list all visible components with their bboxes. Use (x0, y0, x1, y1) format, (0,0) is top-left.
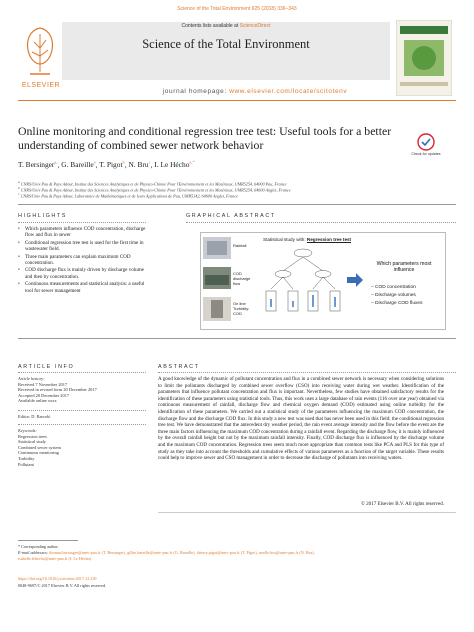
turbidity-photo (203, 297, 231, 321)
abstract-text: A good knowledge of the dynamic of pollutant concentration and flux in a combined sewer network is necessary when considering solutions to limit the pollutants discharged by combined sewer overflow (CSO) into receiving water during wet weather. Identification of the parameters that influence pollutant concentration and flux is important. Nevertheless, few studies have obtained satisfactory results for the identification of these parameters using statistical tools. Thus, this work uses a large database of rain events (116 over one year) obtained via continuous measurement of rainfall, discharge flow and chemical oxygen demand (COD) estimated using online turbidity for the identification of these parameters. We carried out a statistical study of the parameters influencing the maximum COD concentration, the discharge flow and the discharge COD flux. In this study a new test was used that has never been used in this field: the conditional regression tree test. We have demonstrated that the antecedent dry weather period, the rain event average intensity and the flow before the event are the three main factors influencing the maximum COD concentration during a rainfall event. Regarding the discharge flow, it is mainly influenced by the overall rainfall height but not by the maximum rainfall intensity. Finally, COD discharge flux is influenced by the discharge volume and the maximum COD concentration. Regression trees seem much more appropriate than common tests like PCA and PLS for this type of study as they take into account the thresholds and cumulative effects of various parameters as a function of the target variable. These results could help to improve sewer and CSO management in order to decrease the discharge of pollutants into receiving waters. (158, 376, 444, 462)
corresponding-author-note: * Corresponding author. (18, 544, 59, 549)
ga-bullet: – Discharge COD fluxes (371, 301, 423, 306)
homepage-line (120, 88, 390, 95)
ga-label-turbidity: On line Turbidity: COD (233, 301, 250, 316)
author[interactable]: G. Bareille$^a$ (61, 160, 96, 170)
section-rule (18, 338, 456, 339)
publisher-name: ELSEVIER (21, 82, 61, 89)
email-addresses: E-mail addresses: thomas.bersinger@univ-pau.fr (T. Bersinger), gilles.bareille@univ-pau.fr (G. Bareille), thierry.pigot@univ-pau.fr (T. Pigot), noelle.bru@univ-pau.fr (N. Bru), isabelle.lehecho@univ-pau.fr (I. Le Hécho). (18, 550, 315, 561)
graphical-abstract-rule (186, 222, 456, 223)
graphical-abstract-figure (200, 232, 446, 330)
affiliation: $^a$ CNRS/Univ Pau & Pays Adour, Institut des Sciences Analytiques et de Physico-Chimie Pour l'Environnement et les Matériaux, UMR5254, 64000 Pau, France (18, 180, 287, 187)
arrow-right-icon (347, 273, 363, 287)
article-info-rule (18, 410, 146, 411)
ga-question: Which parameters most influence (376, 261, 432, 274)
article-title: Online monitoring and conditional regression tree test: Useful tools for a better understanding of combined sewer network behavior (18, 124, 392, 152)
author[interactable]: I. Le Hécho$^{a,*}$ (154, 160, 195, 170)
highlights-heading: HIGHLIGHTS (18, 213, 67, 219)
highlights-list (18, 226, 146, 295)
editor-line: Editor: D. Barceló (18, 414, 51, 419)
regression-tree-diagram (261, 245, 345, 321)
highlights-rule (18, 222, 146, 223)
keywords-block: Keywords: Regression trees Statistical study Combined sewer system Continuous monitoring Turbidity Pollutant (18, 428, 61, 467)
article-info-heading: ARTICLE INFO (18, 364, 75, 370)
highlight-item: • Continuous measurements and statistical analysis: a useful tool for sewer management (18, 281, 146, 294)
ga-label-discharge: COD discharge flow (233, 271, 251, 286)
journal-title: Science of the Total Environment (142, 37, 310, 51)
elsevier-tree-logo (20, 20, 60, 80)
article-info-rule (18, 424, 146, 425)
contents-line (62, 23, 390, 29)
ga-study-line: Statistical study with: Regression tree test (263, 237, 352, 242)
doi-link[interactable]: https://doi.org/10.1016/j.scitotenv.2017.12.239 (18, 576, 97, 581)
abstract-heading: ABSTRACT (158, 364, 200, 370)
journal-cover-image (396, 20, 452, 96)
rainfall-photo (203, 237, 231, 259)
ga-label-rainfall: Rainfall (233, 243, 247, 248)
affiliation: $^c$ CNRS/Univ Pau & Pays Adour, Laboratoire de Mathématiques et de leurs Applications de Pau, UMR5142, 64600 Anglet, France (18, 192, 239, 199)
sciencedirect-link[interactable]: ScienceDirect (239, 23, 271, 29)
article-history: Article history: Received 7 November 2017 Received in revised form 20 December 2017 Accepted 20 December 2017 Available online xxxx (18, 376, 97, 404)
homepage-link[interactable]: www.elsevier.com/locate/scitotenv (229, 88, 348, 95)
ga-bullet: – Discharge volumes (371, 293, 416, 298)
abstract-copyright: © 2017 Elsevier B.V. All rights reserved. (361, 501, 444, 507)
highlight-item: • COD discharge flux is mainly driven by discharge volume and then by concentration. (18, 267, 146, 280)
abstract-rule (158, 372, 456, 373)
issn-line: 0048-9697/© 2017 Elsevier B.V. All rights reserved. (18, 583, 107, 588)
article-info-rule (18, 372, 146, 373)
affiliation-rule (18, 204, 456, 205)
author[interactable]: T. Bersinger$^{a,}$ (18, 160, 58, 170)
highlight-item: • Which parameters influence COD concentration, discharge flow and flux in sewer (18, 226, 146, 239)
affiliation: $^b$ CNRS/Univ Pau & Pays Adour, Institut des Sciences Analytiques et de Physico-Chimie Pour l'Environnement et les Matériaux, UMR5254, 64600 Anglet, France (18, 186, 291, 193)
author[interactable]: N. Bru$^c$ (128, 160, 151, 170)
ga-bullet: – COD concentration (371, 285, 416, 290)
header-rule (18, 100, 456, 101)
journal-reference: Science of the Total Environment 625 (2018) 336–343 (177, 6, 297, 12)
highlight-item: • Three main parameters can explain maximum COD concentration. (18, 254, 146, 267)
check-for-updates-label[interactable]: Check for updates (411, 152, 441, 156)
discharge-photo (203, 267, 231, 289)
author[interactable]: T. Pigot$^b$ (99, 160, 125, 170)
author-list: T. Bersinger$^{a,}$, G. Bareille$^a$, T. Pigot$^b$, N. Bru$^c$, I. Le Hécho$^{a,*}$ (18, 160, 195, 170)
graphical-abstract-heading: GRAPHICAL ABSTRACT (186, 213, 276, 219)
contents-prefix: Contents lists available at (181, 23, 239, 29)
abstract-end-rule (158, 512, 456, 513)
highlight-item: • Conditional regression tree test is used for the first time in wastewater field. (18, 240, 146, 253)
homepage-prefix: journal homepage: (162, 88, 227, 95)
footnote-rule (18, 540, 78, 541)
